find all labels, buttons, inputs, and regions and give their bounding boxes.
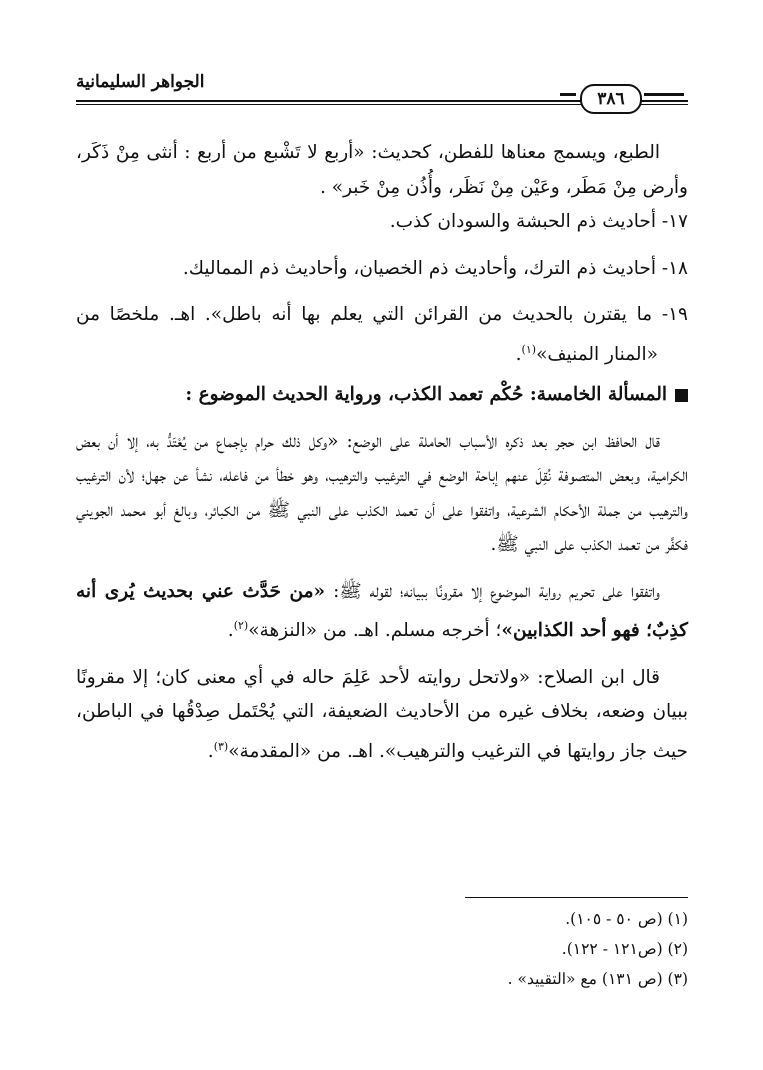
paragraph-agreement <box>76 575 688 649</box>
section-title: حُكْم تعمد الكذب، ورواية الحديث الموضوع : <box>185 384 524 406</box>
header-dash-right <box>644 93 684 96</box>
paragraph-agreement-source: ؛ أخرجه مسلم. اهـ. من «النزهة» <box>248 620 502 642</box>
paragraph-agreement-end: . <box>227 620 234 642</box>
body-text <box>76 136 688 769</box>
header-dash-left <box>560 93 576 96</box>
footnote-3: (٣) (ص ١٣١) مع «التقييد» . <box>507 970 688 988</box>
list-item-18: ١٨- أحاديث ذم الترك، وأحاديث ذم الخصيان، وأحاديث ذم المماليك. <box>182 257 688 279</box>
paragraph-ibn-salah-end: . <box>207 740 214 762</box>
paragraph-continuation: الطبع، ويسمج معناها للفطن، كحديث: «أربع لا تَشْبع من أربع : أنثى مِنْ ذَكَر، وأرض مِنْ مَطَر، وعَيْن مِنْ نَظَر، وأُذُن مِنْ خَبر» . <box>76 142 688 198</box>
footnote-2: (٢) (ص١٢١ - ١٢٢). <box>561 940 688 958</box>
paragraph-agreement-lead: واتفقوا على تحريم رواية الموضوع إلا مقرونًا ببيانه؛ لقوله ﷺ: <box>333 580 660 602</box>
running-head-title: الجواهر السليمانية <box>76 72 205 92</box>
list-item-19-end: . <box>515 343 522 365</box>
page-number: ٣٨٦ <box>580 84 642 114</box>
square-bullet-icon <box>675 389 688 402</box>
list-item-19-text: ١٩- ما يقترن بالحديث من القرائن التي يعلم بها أنه باطل». اهـ. ملخصًا من «المنار المنيف» <box>76 304 688 365</box>
paragraph-ibn-salah-text: قال ابن الصلاح: «ولاتحل روايته لأحد عَلِمَ حاله في أي معنى كان؛ إلا مقرونًا ببيان وضعه، بخلاف غيره من الأحاديث الضعيفة، التي يُحْتَمل صِدْقُها في الباطن، حيث جاز روايتها في الترغيب والترهيب». اهـ. من «المقدمة» <box>76 666 688 762</box>
hadith-quote: «من حَدَّث عني بحديث يُرى أنه كذِبٌ؛ فهو أحد الكذابين» <box>76 580 688 642</box>
footnote-ref-1: (١) <box>521 342 537 356</box>
section-label: المسألة الخامسة: <box>529 384 667 406</box>
footnote-ref-3: (٣) <box>213 739 229 753</box>
footnote-ref-2: (٢) <box>233 619 249 633</box>
footnote-1: (١) (ص ٥٠ - ١٠٥). <box>565 910 688 928</box>
paragraph-ibn-hajar: قال الحافظ ابن حجر بعد ذكره الأسباب الحاملة على الوضع: «وكل ذلك حرام بإجماع من يُعْتَدُّ به، إلا أن بعض الكرامية، وبعض المتصوفة نُقِلَ عنهم إباحة الوضع في الترغيب والترهيب، وهو خطأ من فاعله، نشأ عن جهل؛ لأن الترغيب والترهيب من جملة الأحكام الشرعية، واتفقوا على أن تعمد الكذب على النبي ﷺ من الكبائر، وبالغ أبو محمد الجويني فكفَّر من تعمد الكذب على النبي ﷺ. <box>76 430 688 556</box>
footnote-separator <box>465 897 688 898</box>
paragraph-ibn-salah <box>76 661 688 770</box>
footnotes <box>400 904 688 994</box>
list-item-19 <box>76 298 688 372</box>
section-heading <box>76 378 688 413</box>
list-item-17: ١٧- أحاديث ذم الحبشة والسودان كذب. <box>389 211 688 232</box>
